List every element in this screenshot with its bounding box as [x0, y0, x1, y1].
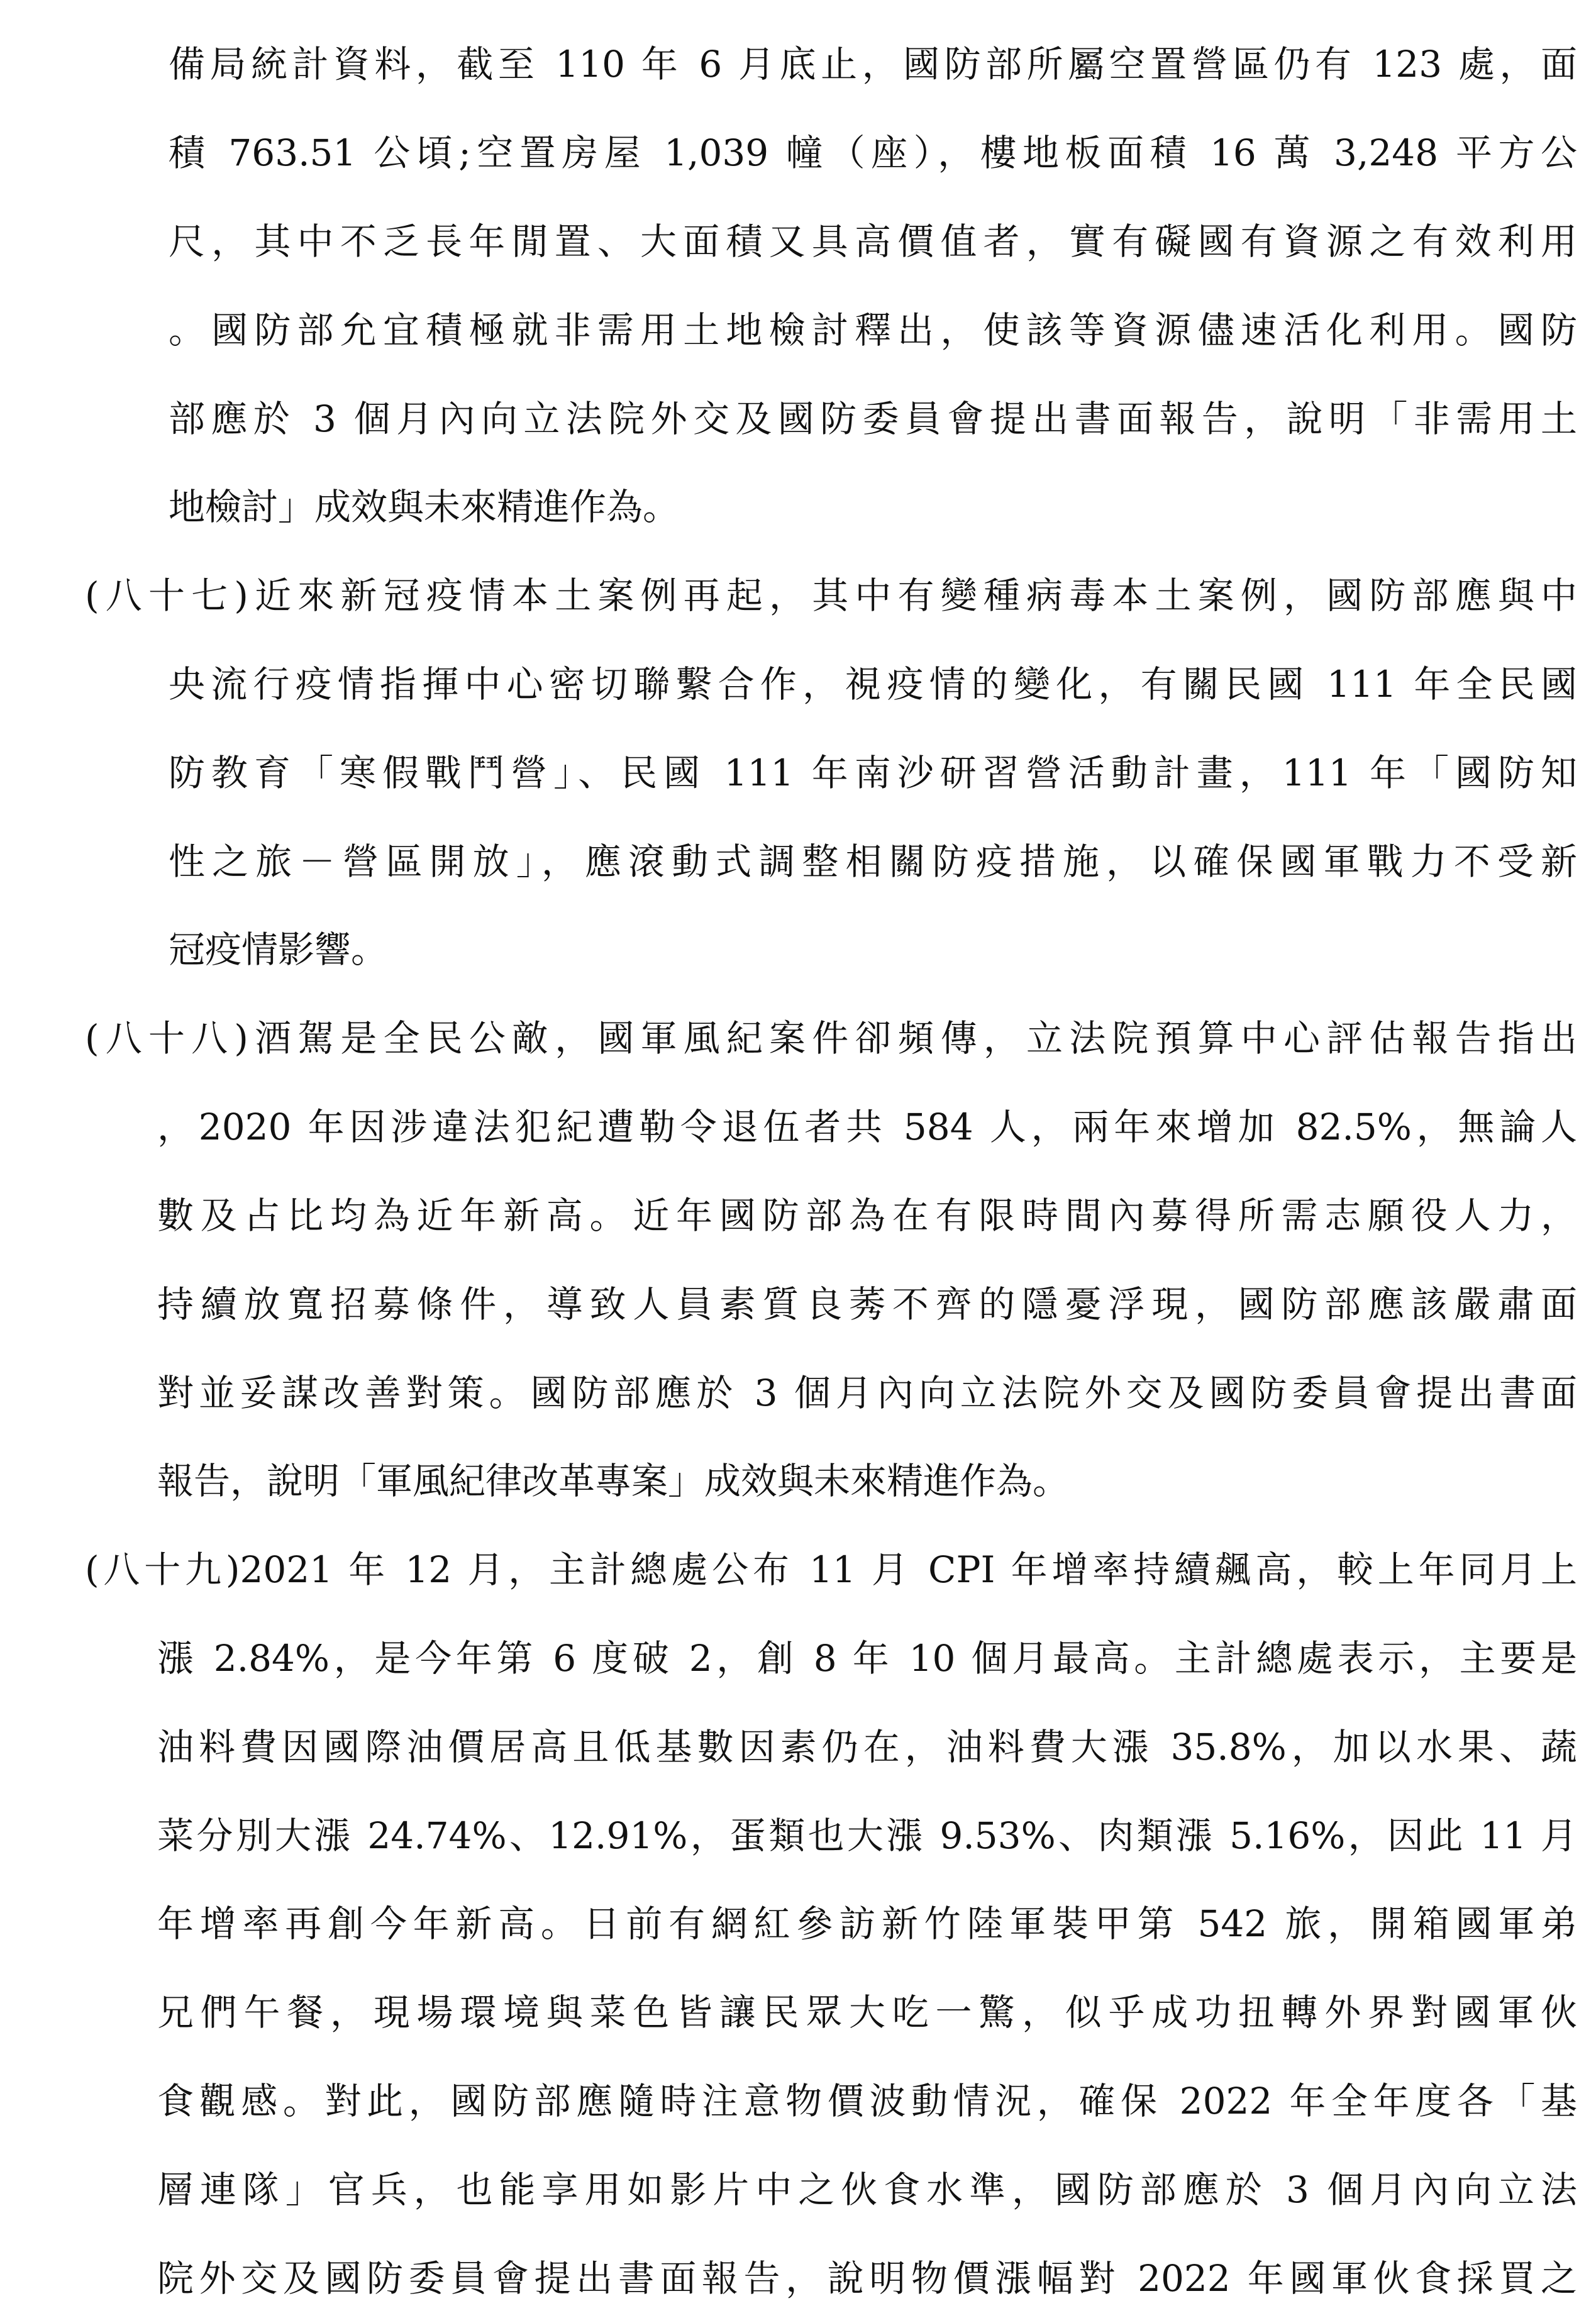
text-line: 層連隊」官兵，也能享用如影片中之伙食水準，國防部應於 3 個月內向立法: [157, 2168, 1577, 2211]
text-line: 年增率再創今年新高。日前有網紅參訪新竹陸軍裝甲第 542 旅，開箱國軍弟: [157, 1902, 1577, 1945]
text-line: 備局統計資料，截至 110 年 6 月底止，國防部所屬空置營區仍有 123 處，面: [169, 43, 1577, 86]
text-line: 積 763.51 公頃;空置房屋 1,039 幢（座），樓地板面積 16 萬 3,248 平方公: [169, 131, 1577, 174]
item-heading-87: (八十七)近來新冠疫情本土案例再起，其中有變種病毒本土案例，國防部應與中: [85, 574, 1577, 617]
text-line: 央流行疫情指揮中心密切聯繫合作，視疫情的變化，有關民國 111 年全民國: [169, 663, 1577, 706]
text-line: 持續放寬招募條件，導致人員素質良莠不齊的隱憂浮現，國防部應該嚴肅面: [157, 1283, 1577, 1326]
text-line: 油料費因國際油價居高且低基數因素仍在，油料費大漲 35.8%，加以水果、蔬: [157, 1726, 1577, 1768]
text-line: 報告，說明「軍風紀律改革專案」成效與未來精進作為。: [157, 1460, 1070, 1502]
text-line: 防教育「寒假戰鬥營」、民國 111 年南沙研習營活動計畫，111 年「國防知: [169, 751, 1577, 794]
text-line: 。國防部允宜積極就非需用土地檢討釋出，使該等資源儘速活化利用。國防: [169, 309, 1577, 352]
text-line: 數及占比均為近年新高。近年國防部為在有限時間內募得所需志願役人力，: [157, 1194, 1577, 1237]
text-line: 漲 2.84%，是今年第 6 度破 2，創 8 年 10 個月最高。主計總處表示，主要是: [157, 1637, 1577, 1680]
item-heading-89: (八十九)2021 年 12 月，主計總處公布 11 月 CPI 年增率持續飆高，較上年同月上: [85, 1548, 1577, 1591]
text-line: 尺，其中不乏長年閒置、大面積又具高價值者，實有礙國有資源之有效利用: [169, 220, 1577, 263]
text-line: 菜分別大漲 24.74%、12.91%，蛋類也大漲 9.53%、肉類漲 5.16%，因此 11 月: [157, 1814, 1577, 1857]
text-line: 院外交及國防委員會提出書面報告，說明物價漲幅對 2022 年國軍伙食採買之: [157, 2257, 1577, 2300]
text-line: 部應於 3 個月內向立法院外交及國防委員會提出書面報告，說明「非需用土: [169, 397, 1577, 440]
item-heading-88: (八十八)酒駕是全民公敵，國軍風紀案件卻頻傳，立法院預算中心評估報告指出: [85, 1017, 1577, 1060]
text-line: ，2020 年因涉違法犯紀遭勒令退伍者共 584 人，兩年來增加 82.5%，無論人: [157, 1106, 1577, 1148]
text-line: 兄們午餐，現場環境與菜色皆讓民眾大吃一驚，似乎成功扭轉外界對國軍伙: [157, 1991, 1577, 2034]
text-line: 地檢討」成效與未來精進作為。: [169, 485, 680, 528]
text-line: 對並妥謀改善對策。國防部應於 3 個月內向立法院外交及國防委員會提出書面: [157, 1372, 1577, 1414]
text-line: 冠疫情影響。: [169, 928, 388, 971]
text-line: 性之旅－營區開放」，應滾動式調整相關防疫措施，以確保國軍戰力不受新: [169, 840, 1577, 883]
text-line: 食觀感。對此，國防部應隨時注意物價波動情況，確保 2022 年全年度各「基: [157, 2080, 1577, 2122]
